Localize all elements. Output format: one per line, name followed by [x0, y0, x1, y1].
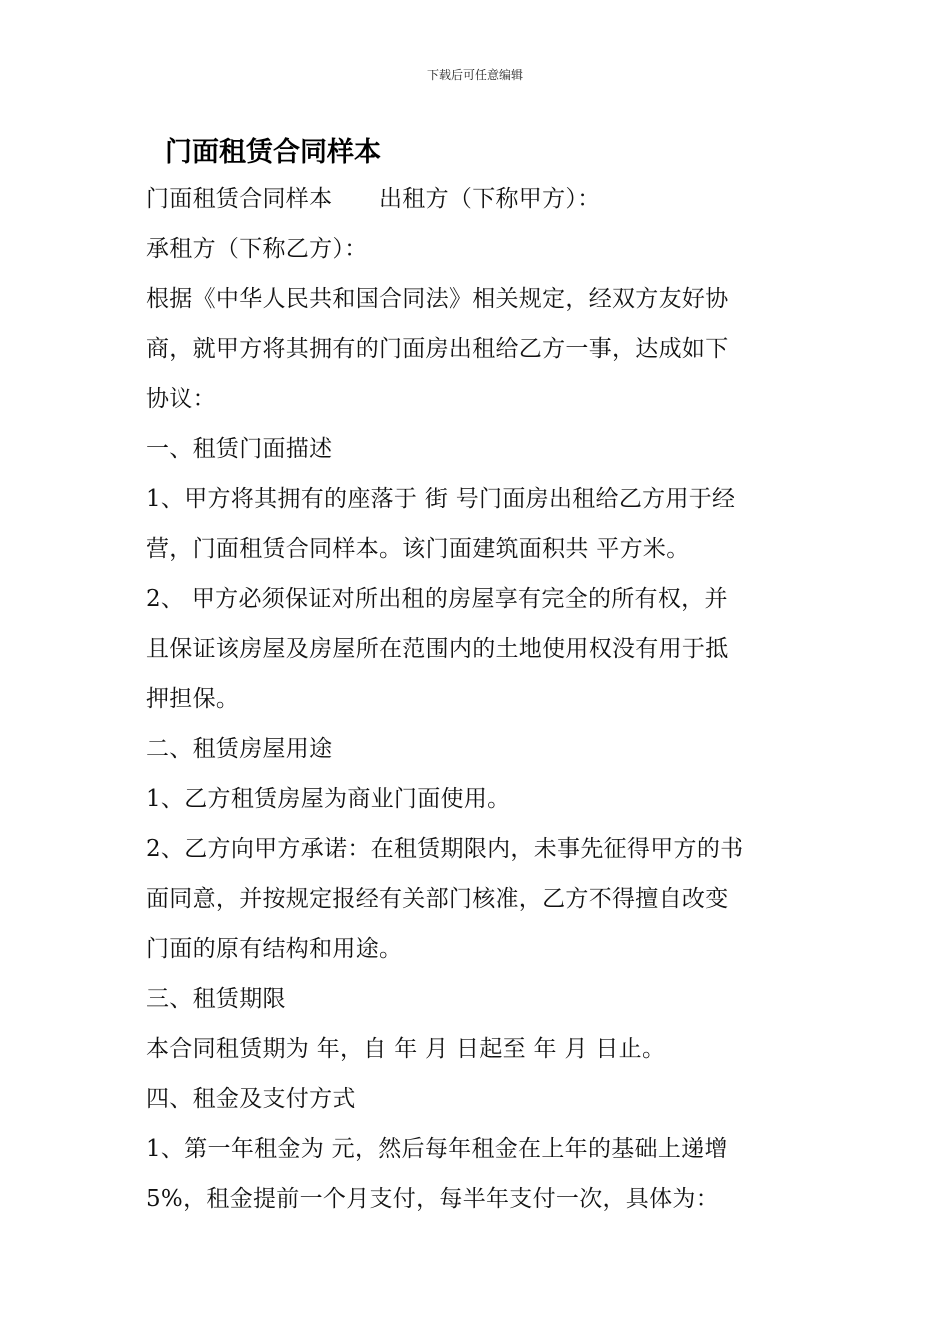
body-line: 承租方（下称乙方）：	[146, 236, 368, 262]
page-header: 下载后可任意编辑	[426, 68, 523, 82]
section-heading: 二、租赁房屋用途	[146, 736, 333, 762]
body-line: 门面的原有结构和用途。	[146, 936, 403, 962]
body-line: 1、第一年租金为 元，然后每年租金在上年的基础上递增	[146, 1136, 728, 1162]
body-line: 面同意，并按规定报经有关部门核准，乙方不得擅自改变	[146, 886, 729, 912]
body-line: 协议：	[146, 386, 216, 412]
body-line: 门面租赁合同样本 出租方（下称甲方）：	[146, 186, 601, 212]
body-line: 5%，租金提前一个月支付，每半年支付一次，具体为：	[146, 1186, 719, 1212]
body-line: 本合同租赁期为 年，自 年 月 日起至 年 月 日止。	[146, 1036, 666, 1062]
section-heading: 一、租赁门面描述	[146, 436, 333, 462]
body-line: 1、乙方租赁房屋为商业门面使用。	[146, 786, 511, 812]
body-line: 2、乙方向甲方承诺：在租赁期限内，未事先征得甲方的书	[146, 836, 744, 862]
body-line: 营，门面租赁合同样本。该门面建筑面积共 平方米。	[146, 536, 690, 562]
body-line: 2、 甲方必须保证对所出租的房屋享有完全的所有权，并	[146, 586, 728, 612]
body-line: 1、甲方将其拥有的座落于 街 号门面房出租给乙方用于经	[146, 486, 736, 512]
body-line: 商，就甲方将其拥有的门面房出租给乙方一事，达成如下	[146, 336, 729, 362]
document-title: 门面租赁合同样本	[165, 137, 381, 168]
body-line: 且保证该房屋及房屋所在范围内的土地使用权没有用于抵	[146, 636, 729, 662]
section-heading: 四、租金及支付方式	[146, 1086, 356, 1112]
body-line: 根据《中华人民共和国合同法》相关规定，经双方友好协	[146, 286, 729, 312]
body-line: 押担保。	[146, 686, 240, 712]
section-heading: 三、租赁期限	[146, 986, 286, 1012]
